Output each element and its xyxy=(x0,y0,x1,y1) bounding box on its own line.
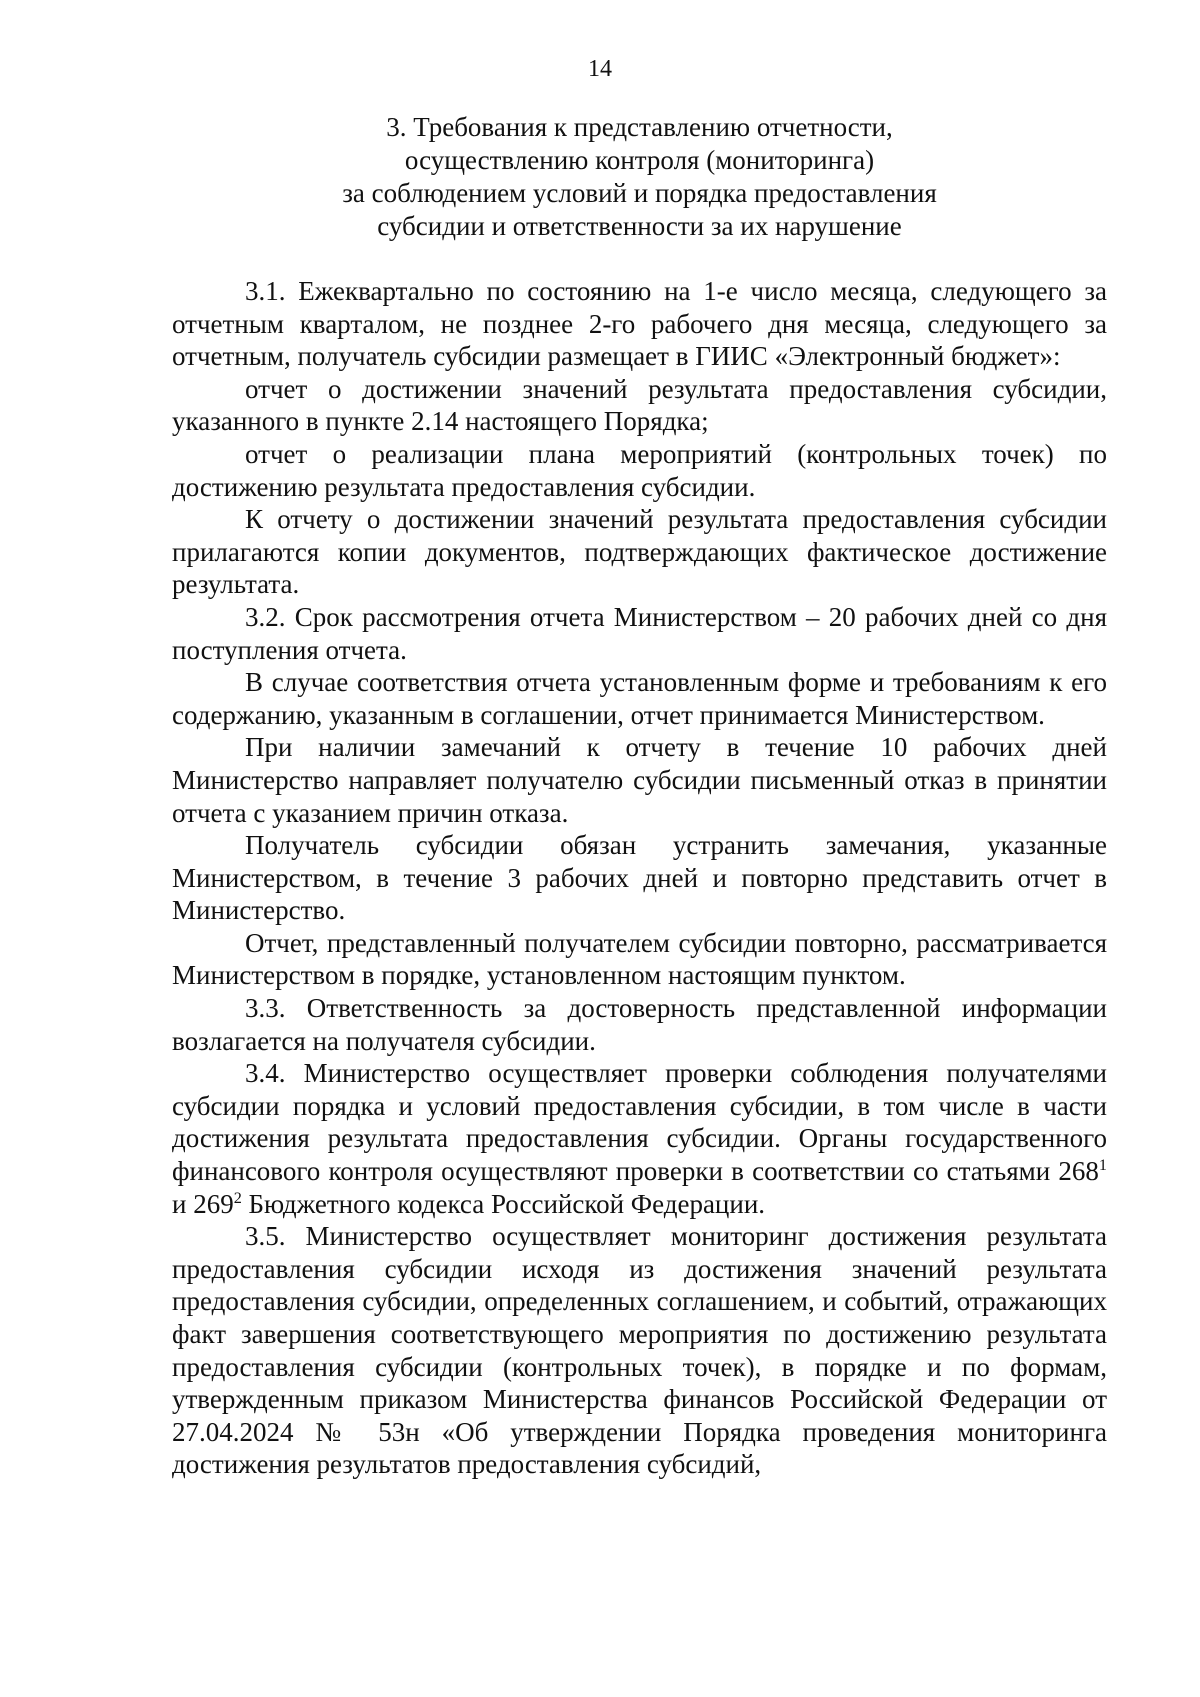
paragraph-report-review: Отчет, представленный получателем субсидии повторно, рассматривается Министерством в порядке, установленном настоящим пунктом. xyxy=(172,927,1107,991)
paragraph-3-2: 3.2. Срок рассмотрения отчета Министерством – 20 рабочих дней со дня поступления отчета. xyxy=(172,601,1107,665)
paragraph-3-1: 3.1. Ежеквартально по состоянию на 1-е число месяца, следующего за отчетным кварталом, не позднее 2-го рабочего дня месяца, следующего за отчетным, получатель субсидии размещает в ГИИС «Электронный бюджет»: xyxy=(172,276,1107,372)
paragraph-report-attachments: К отчету о достижении значений результата предоставления субсидии прилагаются копии документов, подтверждающих фактическое достижение результата. xyxy=(172,504,1107,600)
paragraph-report-remarks: При наличии замечаний к отчету в течение 10 рабочих дней Министерство направляет получателю субсидии письменный отказ в принятии отчета с указанием причин отказа. xyxy=(172,732,1107,828)
paragraph-3-4-text: Бюджетного кодекса Российской Федерации. xyxy=(241,1188,766,1219)
section-title xyxy=(172,111,1107,243)
paragraph-3-4 xyxy=(172,1057,1107,1220)
section-title-line: 3. Требования к представлению отчетности, xyxy=(386,112,893,142)
paragraph-report-plan: отчет о реализации плана мероприятий (контрольных точек) по достижению результата предоставления субсидии. xyxy=(172,438,1107,502)
document-body xyxy=(172,275,1107,1481)
paragraph-3-3: 3.3. Ответственность за достоверность представленной информации возлагается на получателя субсидии. xyxy=(172,993,1107,1056)
section-title-line: за соблюдением условий и порядка предоставления xyxy=(342,178,937,208)
section-title-line: осуществлению контроля (мониторинга) xyxy=(404,145,875,175)
section-title-line: субсидии и ответственности за их нарушение xyxy=(377,211,902,241)
page-number: 14 xyxy=(588,56,612,82)
paragraph-report-results: отчет о достижении значений результата предоставления субсидии, указанного в пункте 2.14 настоящего Порядка; xyxy=(172,373,1107,437)
paragraph-3-4-text: и 269 xyxy=(172,1188,234,1219)
superscript: 2 xyxy=(233,1188,242,1207)
paragraph-3-5: 3.5. Министерство осуществляет мониторинг достижения результата предоставления субсидии исходя из достижения значений результата предоставления субсидии, определенных соглашением, и событий, отражающих факт завершения соответствующего мероприятия по достижению результата предоставления субсидии (контрольных точек), в порядке и по формам, утвержденным приказом Министерства финансов Российской Федерации от 27.04.2024 № 53н «Об утверждении Порядка проведения мониторинга достижения результатов предоставления субсидий, xyxy=(172,1221,1107,1480)
paragraph-3-4-text: 3.4. Министерство осуществляет проверки соблюдения получателями субсидии порядка и условий предоставления субсидии, в том числе в части достижения результата предоставления субсидии. Органы государственного финансового контроля осуществляют проверки в соответствии со статьями 268 xyxy=(172,1058,1107,1187)
superscript: 1 xyxy=(1098,1156,1107,1175)
paragraph-report-resubmit: Получатель субсидии обязан устранить замечания, указанные Министерством, в течение 3 рабочих дней и повторно представить отчет в Министерство. xyxy=(172,830,1107,926)
paragraph-report-accepted: В случае соответствия отчета установленным форме и требованиям к его содержанию, указанным в соглашении, отчет принимается Министерством. xyxy=(172,667,1107,730)
